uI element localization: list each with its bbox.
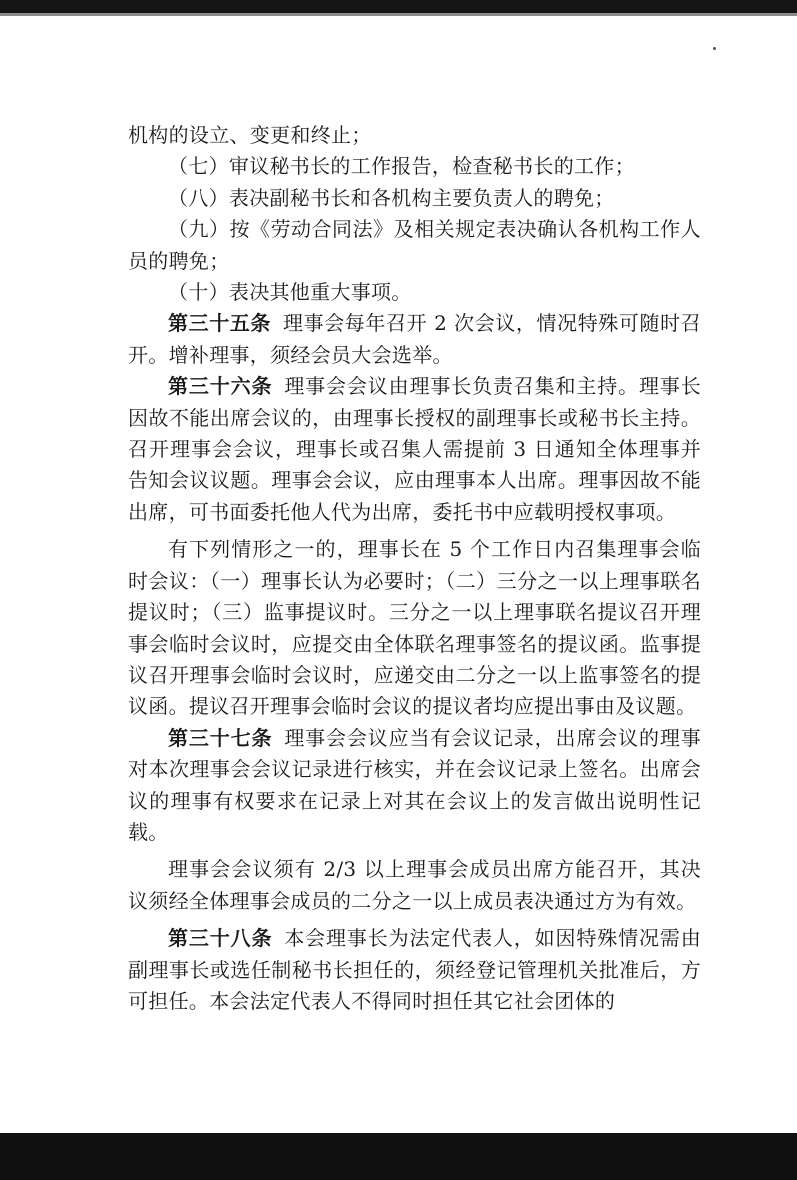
article-36 [128, 371, 701, 528]
article-heading: 第三十五条 [168, 311, 271, 336]
document-body [128, 120, 701, 1017]
article-heading: 第三十八条 [168, 926, 273, 951]
paragraph-4 [128, 214, 701, 277]
paragraph-text: 理事会会议由理事长负责召集和主持。理事长因故不能出席会议的，由理事长授权的副理事长或秘书长主持。召开理事会会议，理事长或召集人需提前 3 日通知全体理事并告知会议议题。理事会会议，应由理事本人出席。理事因故不能出席，可书面委托他人代为出席，委托书中应载明授权事项。 [128, 374, 701, 524]
paragraph-text: （八）表决副秘书长和各机构主要负责人的聘免； [168, 185, 615, 210]
paragraph-2 [128, 151, 701, 182]
paragraph-quorum [128, 854, 701, 917]
article-37 [128, 723, 701, 849]
paragraph-5 [128, 277, 701, 308]
paragraph-text: 机构的设立、变更和终止； [128, 123, 372, 147]
paragraph-text: 理事会会议须有 2/3 以上理事会成员出席方能召开，其决议须经全体理事会成员的二分之一以上成员表决通过方为有效。 [128, 857, 701, 913]
article-heading: 第三十六条 [168, 374, 273, 399]
paragraph-3 [128, 183, 701, 214]
paragraph-text: 理事会每年召开 2 次会议，情况特殊可随时召开。增补理事，须经会员大会选举。 [128, 311, 702, 367]
article-35 [128, 308, 701, 371]
paragraph-text: 本会理事长为法定代表人，如因特殊情况需由副理事长或选任制秘书长担任的，须经登记管理机关批准后，方可担任。本会法定代表人不得同时担任其它社会团体的 [128, 926, 701, 1013]
paragraph-interim-meeting [128, 534, 701, 722]
article-38 [128, 923, 701, 1017]
paragraph-text: 理事会会议应当有会议记录，出席会议的理事对本次理事会会议记录进行核实，并在会议记录上签名。出席会议的理事有权要求在记录上对其在会议上的发言做出说明性记载。 [128, 725, 701, 844]
scan-speck [713, 47, 716, 50]
paragraph-1 [128, 120, 701, 151]
paragraph-text: （十）表决其他重大事项。 [168, 280, 412, 305]
paragraph-text: 有下列情形之一的，理事长在 5 个工作日内召集理事会临时会议：（一）理事长认为必要时；（二）三分之一以上理事联名提议时；（三）监事提议时。三分之一以上理事联名提议召开理事会临时会议时，应提交由全体联名理事签名的提议函。监事提议召开理事会临时会议时，应递交由二分之一以上监事签名的提议函。提议召开理事会临时会议的提议者均应提出事由及议题。 [128, 537, 701, 719]
paragraph-text: （九）按《劳动合同法》及相关规定表决确认各机构工作人员的聘免； [128, 217, 701, 273]
scan-top-border [0, 0, 797, 13]
scan-bottom-border [0, 1133, 797, 1180]
paragraph-text: （七）审议秘书长的工作报告，检查秘书长的工作； [168, 154, 635, 179]
article-heading: 第三十七条 [168, 725, 273, 750]
